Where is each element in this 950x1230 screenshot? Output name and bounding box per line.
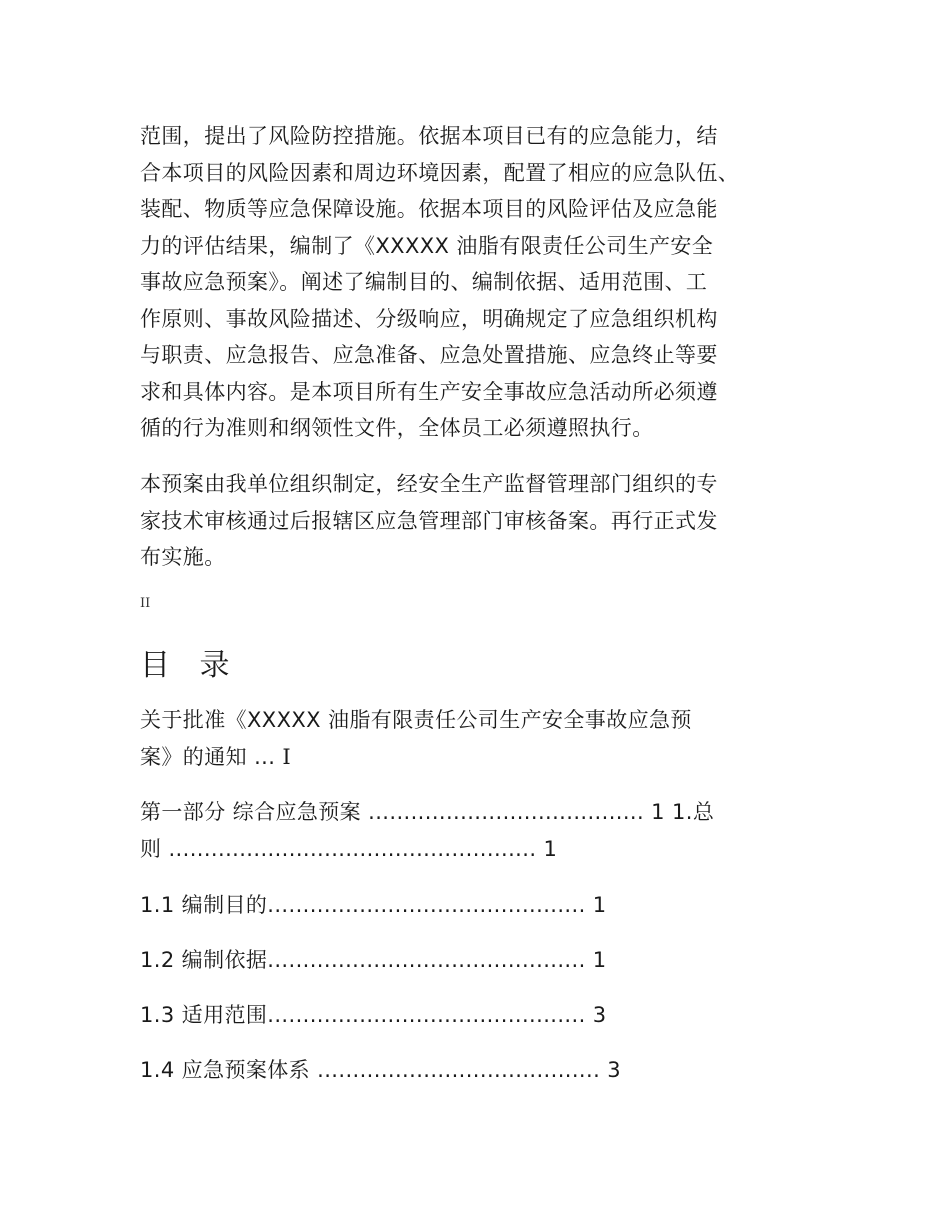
toc-entry-line: 1.3 适用范围............................................. 3 xyxy=(140,1003,607,1027)
toc-entry[interactable] xyxy=(140,702,820,775)
text-line: 家技术审核通过后报辖区应急管理部门审核备案。再行正式发 xyxy=(140,508,718,533)
toc-entry[interactable] xyxy=(140,1052,820,1089)
body-paragraph-1 xyxy=(140,118,820,447)
text-line: 布实施。 xyxy=(140,545,226,569)
text-line: 合本项目的风险因素和周边环境因素，配置了相应的应急队伍、 xyxy=(140,160,740,185)
text-line: 求和具体内容。是本项目所有生产安全事故应急活动所必须遵 xyxy=(140,379,718,404)
toc-entry-line: 关于批准《XXXXX 油脂有限责任公司生产安全事故应急预 xyxy=(140,708,692,732)
text-line: 事故应急预案》。阐述了编制目的、编制依据、适用范围、工 xyxy=(140,270,708,294)
text-line: 作原则、事故风险描述、分级响应，明确规定了应急组织机构 xyxy=(140,306,718,331)
toc-entry[interactable] xyxy=(140,794,820,867)
text-line: 与职责、应急报告、应急准备、应急处置措施、应急终止等要 xyxy=(140,343,718,367)
toc-title: 目 录 xyxy=(140,648,240,683)
toc-entry[interactable] xyxy=(140,887,820,924)
toc-entry-text: 案》的通知 ... xyxy=(140,744,283,769)
toc-entry-line xyxy=(140,739,820,776)
text-line: 装配、物质等应急保障设施。依据本项目的风险评估及应急能 xyxy=(140,197,718,221)
toc-page-number: I xyxy=(282,744,292,769)
toc-entry[interactable] xyxy=(140,997,820,1034)
toc-entry-line: 1.4 应急预案体系 ........................................ 3 xyxy=(140,1058,621,1082)
text-line: 循的行为准则和纲领性文件，全体员工必须遵照执行。 xyxy=(140,416,654,440)
toc-entry-line: 则 .................................................... 1 xyxy=(140,836,558,861)
page-number: II xyxy=(140,596,151,611)
toc-entry-line: 1.2 编制依据............................................. 1 xyxy=(140,948,607,972)
body-paragraph-2 xyxy=(140,466,820,576)
text-line: 范围，提出了风险防控措施。依据本项目已有的应急能力，结 xyxy=(140,124,718,148)
text-line: 力的评估结果，编制了《XXXXX 油脂有限责任公司生产安全 xyxy=(140,233,714,258)
toc-entry[interactable] xyxy=(140,942,820,979)
toc-entry-line: 第一部分 综合应急预案 ....................................... 1 1.总 xyxy=(140,800,715,824)
toc-entry-line: 1.1 编制目的............................................. 1 xyxy=(140,893,607,917)
text-line: 本预案由我单位组织制定，经安全生产监督管理部门组织的专 xyxy=(140,472,718,496)
